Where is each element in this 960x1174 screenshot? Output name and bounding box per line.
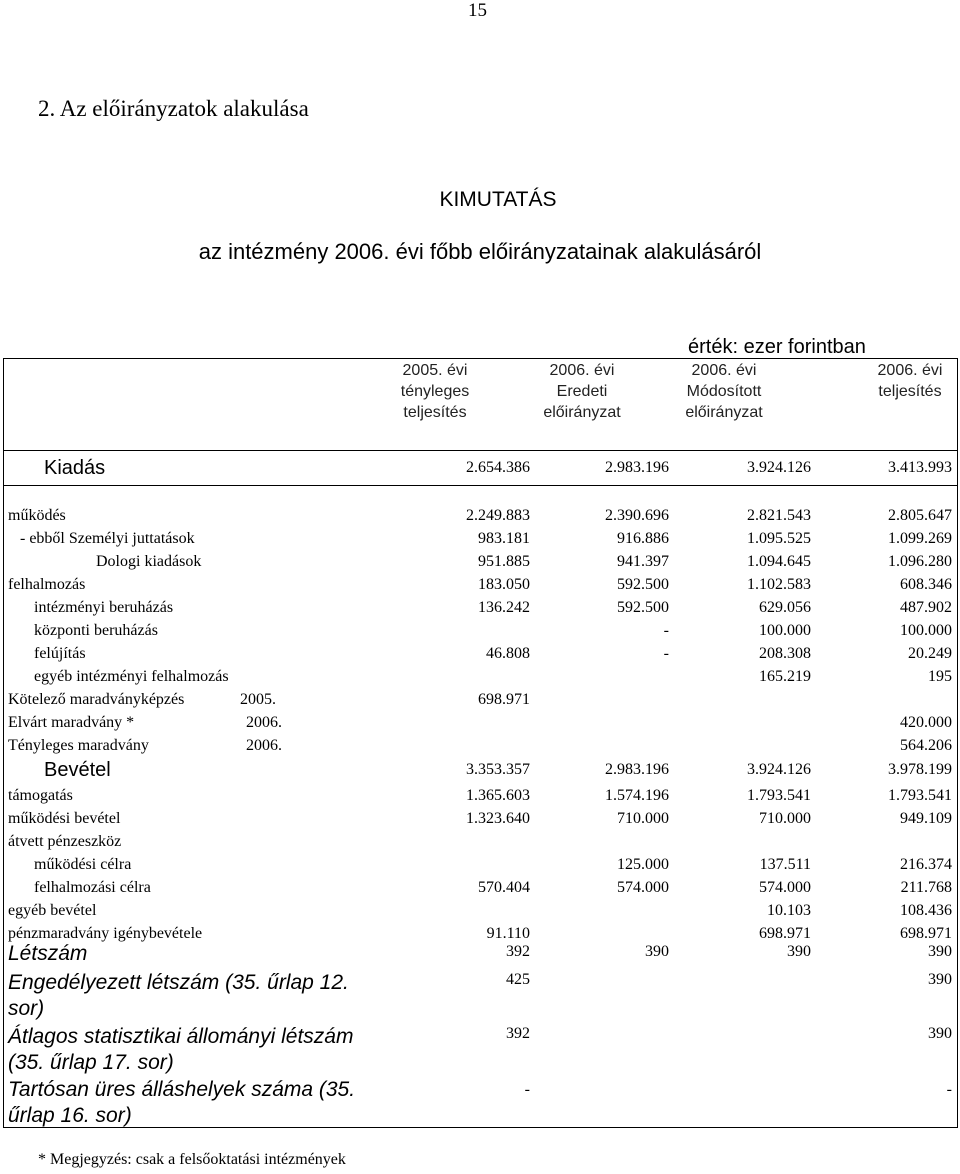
report-title: KIMUTATÁS: [439, 188, 557, 211]
table-cell: -: [946, 1081, 952, 1098]
table-cell: 592.500: [617, 599, 669, 616]
table-cell: 2.983.196: [605, 761, 669, 778]
table-cell: 698.971: [478, 691, 530, 708]
table-cell: 195: [928, 668, 952, 685]
table-cell: 2.654.386: [466, 459, 530, 476]
table-cell: 574.000: [617, 879, 669, 896]
header-divider: [3, 450, 958, 451]
table-cell: 1.323.640: [466, 810, 530, 827]
table-cell: 2.805.647: [888, 507, 952, 524]
row-label-kozponti-beruhazas: központi beruházás: [34, 622, 158, 639]
row-label-egyeb-bevetel: egyéb bevétel: [8, 902, 97, 919]
table-cell: 216.374: [900, 856, 952, 873]
table-cell: 392: [506, 1025, 530, 1042]
table-cell: 916.886: [617, 530, 669, 547]
row-label-felujitas: felújítás: [34, 645, 86, 662]
table-cell: 390: [928, 971, 952, 988]
table-cell: 183.050: [478, 576, 530, 593]
unit-note: érték: ezer forintban: [688, 336, 866, 358]
table-cell: -: [663, 645, 669, 662]
row-label-penzmaradvany: pénzmaradvány igénybevétele: [8, 925, 203, 942]
table-cell: 1.099.269: [888, 530, 952, 547]
table-cell: 425: [506, 971, 530, 988]
table-cell: 3.413.993: [888, 459, 952, 476]
table-cell: 629.056: [759, 599, 811, 616]
row-label-tenyleges-maradvany: Tényleges maradvány: [8, 737, 149, 754]
table-cell: 698.971: [759, 925, 811, 942]
table-cell: 1.095.525: [747, 530, 811, 547]
table-cell: 136.242: [478, 599, 530, 616]
row-label-letszam: Létszám: [8, 942, 88, 965]
table-cell: 949.109: [900, 810, 952, 827]
table-cell: 941.397: [617, 553, 669, 570]
row-label-intezmenyi-beruhazas: intézményi beruházás: [34, 599, 174, 616]
page-number: 15: [468, 0, 487, 21]
row-label-egyeb-felhalmozas: egyéb intézményi felhalmozás: [34, 668, 229, 685]
table-cell: 570.404: [478, 879, 530, 896]
table-cell: 390: [645, 943, 669, 960]
row-label-dologi: Dologi kiadások: [96, 553, 202, 570]
table-cell: -: [663, 622, 669, 639]
column-header-2006-original: 2006. évi Eredeti előirányzat: [543, 362, 621, 421]
table-cell: 3.353.357: [466, 761, 530, 778]
column-header-2006-actual: 2006. évi teljesítés: [877, 362, 943, 400]
row-label-engedelyezett-letszam: Engedélyezett létszám (35. űrlap 12. sor): [8, 971, 349, 1020]
row-label-tamogatas: támogatás: [8, 787, 73, 804]
column-header-2005: 2005. évi tényleges teljesítés: [400, 362, 470, 421]
row-label-kiadas: Kiadás: [44, 457, 106, 479]
row-label-felhalmozasi-celra: felhalmozási célra: [34, 879, 151, 896]
row-label-mukodesi-bevetel: működési bevétel: [8, 810, 121, 827]
table-cell: 390: [928, 943, 952, 960]
table-cell: 108.436: [900, 902, 952, 919]
table-cell: 392: [506, 943, 530, 960]
row-year-kotelezo-maradvany: 2005.: [240, 691, 276, 708]
section-divider: [3, 485, 958, 486]
row-label-atlagos-letszam: Átlagos statisztikai állományi létszám (35. űrlap 17. sor): [8, 1025, 354, 1074]
table-cell: 1.574.196: [605, 787, 669, 804]
table-cell: 2.390.696: [605, 507, 669, 524]
footnote: * Megjegyzés: csak a felsőoktatási intézmények: [38, 1151, 346, 1168]
table-cell: 3.924.126: [747, 761, 811, 778]
table-cell: 100.000: [759, 622, 811, 639]
row-label-mukodesi-celra: működési célra: [34, 856, 132, 873]
table-cell: 2.821.543: [747, 507, 811, 524]
report-subtitle: az intézmény 2006. évi főbb előirányzatainak alakulásáról: [198, 239, 762, 264]
table-cell: 165.219: [759, 668, 811, 685]
table-cell: 951.885: [478, 553, 530, 570]
table-cell: 710.000: [759, 810, 811, 827]
table-cell: 487.902: [900, 599, 952, 616]
table-cell: 1.094.645: [747, 553, 811, 570]
table-cell: 3.924.126: [747, 459, 811, 476]
table-cell: 125.000: [617, 856, 669, 873]
table-cell: 137.511: [759, 856, 811, 873]
table-cell: 698.971: [900, 925, 952, 942]
table-cell: 3.978.199: [888, 761, 952, 778]
chapter-title: 2. Az előirányzatok alakulása: [38, 96, 309, 121]
table-cell: 10.103: [767, 902, 811, 919]
table-cell: 1.793.541: [747, 787, 811, 804]
table-cell: 390: [787, 943, 811, 960]
table-cell: 983.181: [478, 530, 530, 547]
row-year-elvart-maradvany: 2006.: [246, 714, 282, 731]
row-year-tenyleges-maradvany: 2006.: [246, 737, 282, 754]
table-cell: 100.000: [900, 622, 952, 639]
table-cell: 592.500: [617, 576, 669, 593]
row-label-elvart-maradvany: Elvárt maradvány *: [8, 714, 135, 731]
table-cell: 1.793.541: [888, 787, 952, 804]
row-label-ures-allashelyek: Tartósan üres álláshelyek száma (35. űrlap 16. sor): [8, 1078, 356, 1127]
table-cell: 1.365.603: [466, 787, 530, 804]
table-cell: 574.000: [759, 879, 811, 896]
table-cell: 20.249: [908, 645, 952, 662]
table-cell: 1.096.280: [888, 553, 952, 570]
table-cell: 420.000: [900, 714, 952, 731]
table-cell: 208.308: [759, 645, 811, 662]
table-cell: 2.249.883: [466, 507, 530, 524]
row-label-szemelyi: - ebből Személyi juttatások: [20, 530, 195, 547]
table-cell: 564.206: [900, 737, 952, 754]
table-cell: 608.346: [900, 576, 952, 593]
row-label-kotelezo-maradvany: Kötelező maradványképzés: [8, 691, 185, 708]
row-label-bevetel: Bevétel: [44, 759, 111, 781]
table-cell: 46.808: [486, 645, 530, 662]
row-label-atvett-penzeszkoz: átvett pénzeszköz: [8, 833, 122, 850]
row-label-felhalmozas: felhalmozás: [8, 576, 86, 593]
table-cell: 91.110: [486, 925, 530, 942]
table-cell: -: [524, 1081, 530, 1098]
row-label-mukodes: működés: [8, 507, 66, 524]
column-header-2006-modified: 2006. évi Módosított előirányzat: [685, 362, 763, 421]
table-cell: 2.983.196: [605, 459, 669, 476]
table-cell: 211.768: [900, 879, 952, 896]
table-cell: 710.000: [617, 810, 669, 827]
table-cell: 390: [928, 1025, 952, 1042]
table-cell: 1.102.583: [747, 576, 811, 593]
